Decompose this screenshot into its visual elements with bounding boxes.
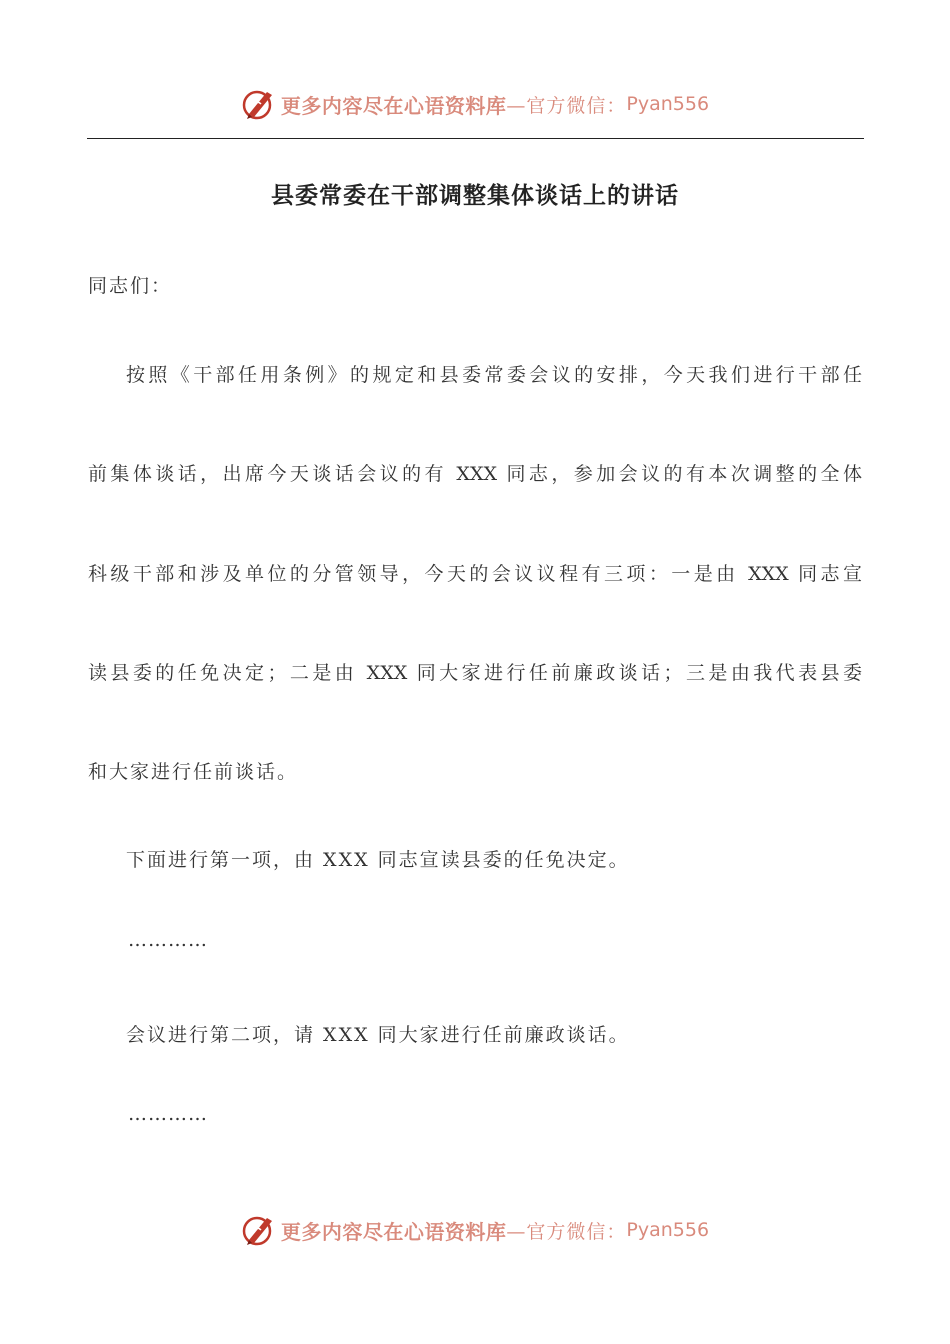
- watermark-sub-text: —官方微信：: [506, 1220, 627, 1243]
- header-rule: [87, 138, 864, 139]
- paragraph-line: 科级干部和涉及单位的分管领导，今天的会议议程有三项：一是由 XXX 同志宣: [88, 563, 862, 585]
- paragraph-line: 按照《干部任用条例》的规定和县委常委会议的安排，今天我们进行干部任: [126, 364, 862, 386]
- watermark-banner-bottom: [0, 1210, 950, 1250]
- watermark-wechat-id: Pyan556: [626, 1219, 710, 1241]
- ellipsis: …………: [128, 1103, 208, 1125]
- watermark-banner-top: [0, 84, 950, 124]
- watermark-wechat-id: Pyan556: [626, 93, 710, 115]
- paragraph-line: 读县委的任免决定；二是由 XXX 同大家进行任前廉政谈话；三是由我代表县委: [88, 662, 862, 684]
- watermark-main-text: 更多内容尽在心语资料库: [280, 1219, 507, 1244]
- watermark-main-text: 更多内容尽在心语资料库: [280, 93, 507, 118]
- paragraph-agenda-item-2: 会议进行第二项，请 XXX 同大家进行任前廉政谈话。: [126, 1024, 630, 1046]
- ellipsis: …………: [128, 929, 208, 951]
- greeting: 同志们：: [88, 275, 173, 297]
- pen-logo-icon: [241, 1212, 277, 1248]
- paragraph-agenda-item-1: 下面进行第一项，由 XXX 同志宣读县委的任免决定。: [126, 849, 630, 871]
- paragraph-line: 前集体谈话，出席今天谈话会议的有 XXX 同志，参加会议的有本次调整的全体: [88, 463, 862, 485]
- watermark-sub-text: —官方微信：: [506, 94, 627, 117]
- pen-logo-icon: [241, 86, 277, 122]
- paragraph-line: 和大家进行任前谈话。: [88, 761, 299, 783]
- document-title: 县委常委在干部调整集体谈话上的讲话: [271, 183, 679, 209]
